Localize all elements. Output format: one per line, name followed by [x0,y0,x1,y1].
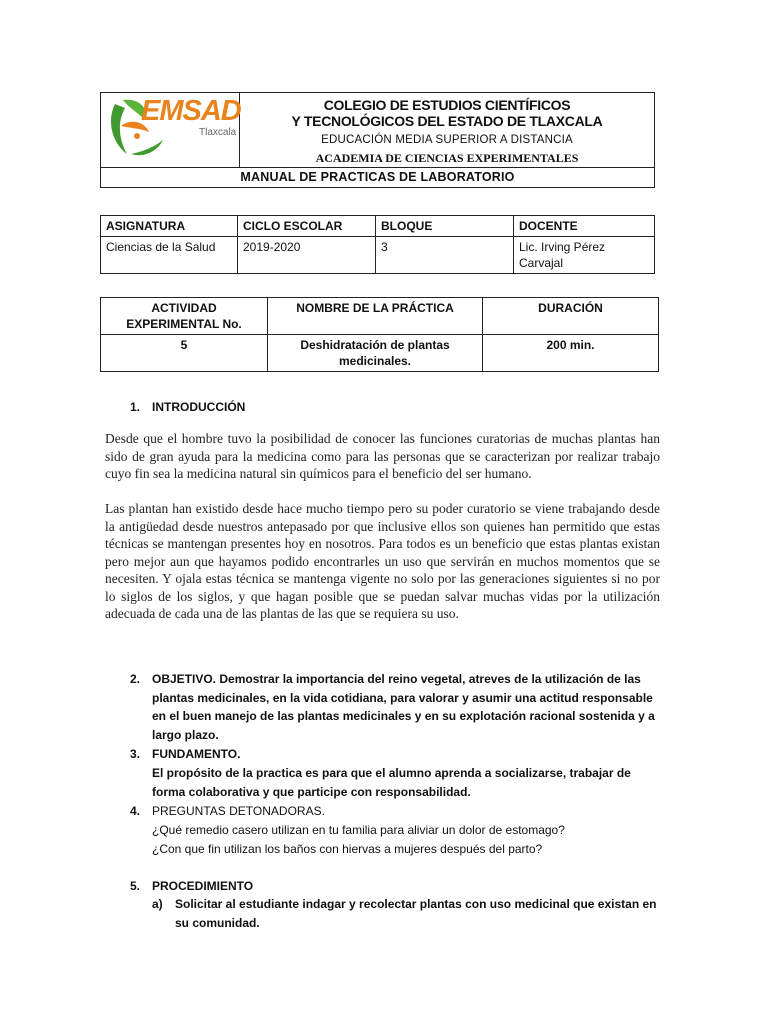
logo-text: EMSAD [141,95,241,127]
objective-text: OBJETIVO. Demostrar la importancia del reino vegetal, atreves de la utilización de las plantas medicinales, en la vida cotidiana, para valorar y asumir una actitud responsable en el buen manejo de las plantas medicinales y en su explotación racional sostenida y a largo plazo. [152,672,655,742]
value-nombre-practica: Deshidratación de plantas medicinales. [268,335,483,372]
value-asignatura: Ciencias de la Salud [101,237,238,274]
college-name-line1: COLEGIO DE ESTUDIOS CIENTÍFICOS [323,96,571,113]
logo-subtext: Tlaxcala [199,127,237,138]
header-table [100,92,655,188]
college-name-line2: Y TECNOLÓGICOS DEL ESTADO DE TLAXCALA [291,112,603,129]
section-5-number: 5. [130,879,141,893]
header-docente: DOCENTE [514,216,655,237]
value-duracion: 200 min. [483,335,659,372]
value-ciclo: 2019-2020 [238,237,376,274]
question-1: ¿Qué remedio casero utilizan en tu familia para aliviar un dolor de estomago? [152,823,565,837]
section-3-title: FUNDAMENTO. [152,747,241,761]
section-1-number: 1. [130,400,141,414]
table-row [101,298,659,335]
section-2-number: 2. [130,672,141,686]
manual-title: MANUAL DE PRACTICAS DE LABORATORIO [101,168,655,188]
institution-cell [240,93,655,168]
value-docente: Lic. Irving Pérez Carvajal [514,237,655,274]
header-asignatura: ASIGNATURA [101,216,238,237]
table-row [101,237,655,274]
academy-line: ACADEMIA DE CIENCIAS EXPERIMENTALES [315,150,579,165]
header-bloque: BLOQUE [376,216,514,237]
intro-paragraph-2: Las plantan han existido desde hace mucho tiempo pero su poder curatorio se viene trabajando desde la antigüedad desde nuestros antepasado por que inclusive ellos son quienes han permitido que estas técnicas se mantengan presentes hoy en nosotros. Para todos es un beneficio que estas plantas existan pero mejor aun que hayamos podido encontrarles un uso que servirán en muchos momentos que se necesiten. Y ojala estas técnica se mantenga vigente no solo por las generaciones siguientes si no por lo siglos de los siglos, y que hagan posible que se puedan salvar muchas vidas por la utilización adecuada de cada una de las plantas de las que se requiera su uso. [105,501,660,621]
step-a-text: Solicitar al estudiante indagar y recolectar plantas con uso medicinal que existan en su comunidad. [175,897,657,930]
logo-cell [101,93,240,168]
table-row [101,216,655,237]
table-row [101,335,659,372]
section-1-title: INTRODUCCIÓN [152,400,246,414]
header-actividad: ACTIVIDAD EXPERIMENTAL No. [101,298,268,335]
fundamento-text: El propósito de la practica es para que el alumno aprenda a socializarse, trabajar de forma colaborativa y que participe con responsabilidad. [152,766,631,799]
section-5-title: PROCEDIMIENTO [152,879,254,893]
value-bloque: 3 [376,237,514,274]
education-line: EDUCACIÓN MEDIA SUPERIOR A DISTANCIA [321,133,573,146]
header-nombre-practica: NOMBRE DE LA PRÁCTICA [268,298,483,335]
value-actividad: 5 [101,335,268,372]
intro-paragraph-1: Desde que el hombre tuvo la posibilidad de conocer las funciones curatorias de muchas plantas han sido de gran ayuda para la medicina como para las personas que se caracterizan por realizar trabajo cuyo fin sea la medicina natural sin químicos para el beneficio del ser humano. [105,431,660,481]
header-ciclo: CICLO ESCOLAR [238,216,376,237]
step-a-label: a) [152,897,163,911]
activity-table [100,297,659,372]
header-duracion: DURACIÓN [483,298,659,335]
section-3-number: 3. [130,747,141,761]
course-info-table [100,215,655,274]
section-4-number: 4. [130,804,141,818]
section-4-title: PREGUNTAS DETONADORAS. [152,804,325,818]
question-2: ¿Con que fin utilizan los baños con hiervas a mujeres después del parto? [152,842,543,856]
